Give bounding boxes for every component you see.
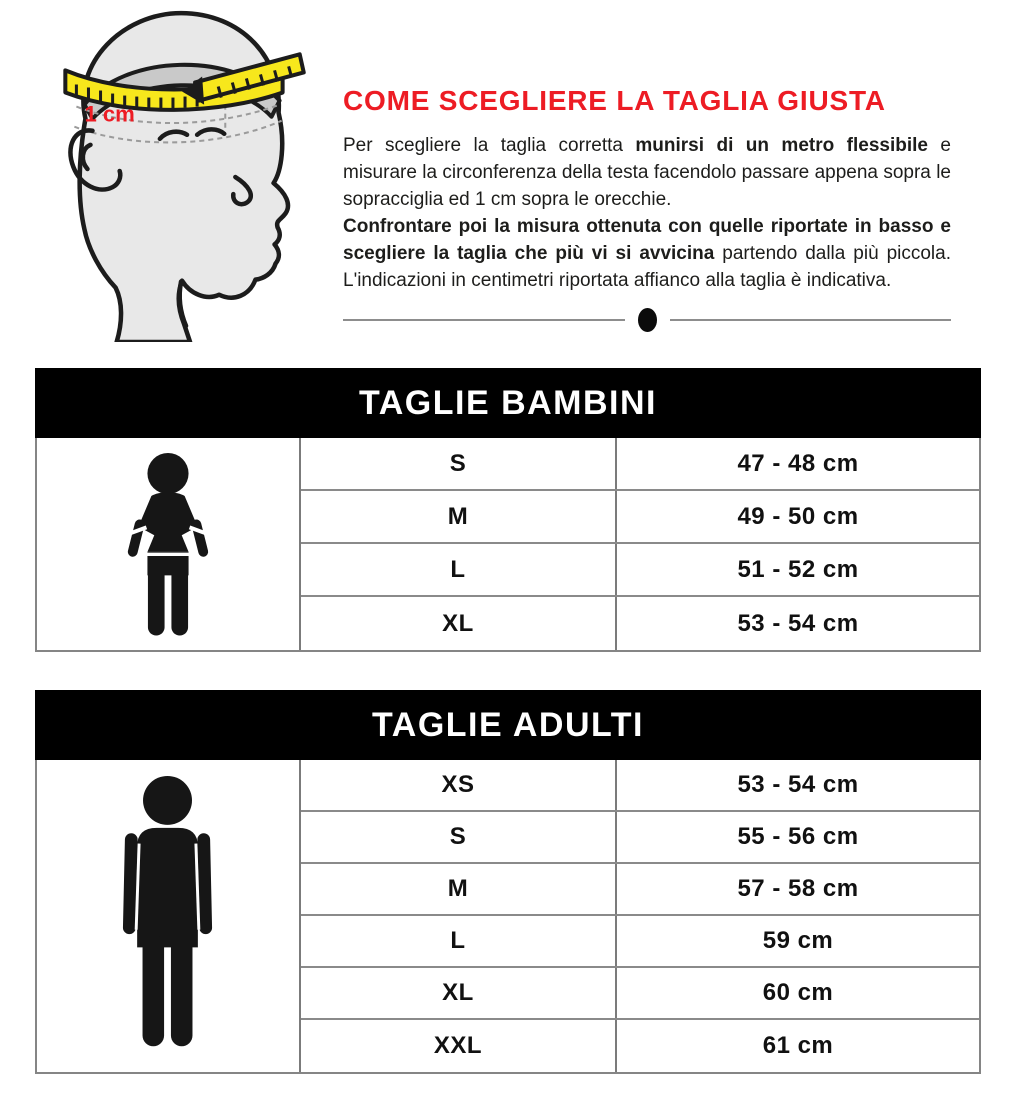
table-row (301, 968, 979, 1020)
size-range: 53 - 54 cm (737, 609, 859, 637)
size-range: 61 cm (762, 1032, 834, 1059)
size-range: 53 - 54 cm (737, 771, 859, 798)
intro-section (343, 84, 951, 333)
size-range: 55 - 56 cm (737, 823, 859, 850)
table-row (301, 760, 979, 812)
divider-dot (638, 308, 657, 332)
size-range: 51 - 52 cm (737, 555, 859, 583)
size-range: 60 cm (762, 979, 834, 1006)
table-row (301, 491, 979, 544)
head-silhouette (80, 13, 288, 342)
divider-line-right (670, 319, 952, 321)
table-row (301, 812, 979, 864)
table-row (301, 1020, 979, 1072)
table-header-adulti: TAGLIE ADULTI (35, 690, 981, 760)
section-divider (343, 307, 951, 333)
table-row (301, 544, 979, 597)
table-row (301, 916, 979, 968)
table-row (301, 597, 979, 650)
size-range: 47 - 48 cm (737, 449, 859, 477)
size-range: 59 cm (762, 927, 834, 954)
size-label: M (301, 491, 617, 542)
size-label: XS (301, 760, 617, 810)
table-taglie-adulti (35, 690, 981, 1074)
size-label: S (301, 438, 617, 489)
head-measure-illustration (28, 0, 330, 342)
one-cm-label: 1 cm (84, 101, 135, 127)
size-label: L (301, 544, 617, 595)
table-header-bambini: TAGLIE BAMBINI (35, 368, 981, 438)
size-label: L (301, 916, 617, 966)
size-label: XL (301, 597, 617, 650)
adult-icon (37, 760, 301, 1072)
size-range: 49 - 50 cm (737, 502, 859, 530)
size-label: S (301, 812, 617, 862)
size-label: XXL (301, 1020, 617, 1072)
size-label: M (301, 864, 617, 914)
divider-line-left (343, 319, 625, 321)
child-icon (37, 438, 301, 650)
size-label: XL (301, 968, 617, 1018)
intro-paragraph-2: Confrontare poi la misura ottenuta con quelle riportate in basso e scegliere la taglia che più vi si avvicina partendo dalla più piccola. L'indicazioni in centimetri riportata affianco alla taglia è indicativa. (343, 216, 951, 291)
table-row (301, 864, 979, 916)
intro-paragraph-1: Per scegliere la taglia corretta munirsi di un metro flessibile e misurare la circonferenza della testa facendolo passare appena sopra le sopracciglia ed 1 cm sopra le orecchie. (343, 135, 951, 210)
size-range: 57 - 58 cm (737, 875, 859, 902)
page-title: COME SCEGLIERE LA TAGLIA GIUSTA (343, 85, 886, 116)
table-taglie-bambini (35, 368, 981, 652)
table-row (301, 438, 979, 491)
